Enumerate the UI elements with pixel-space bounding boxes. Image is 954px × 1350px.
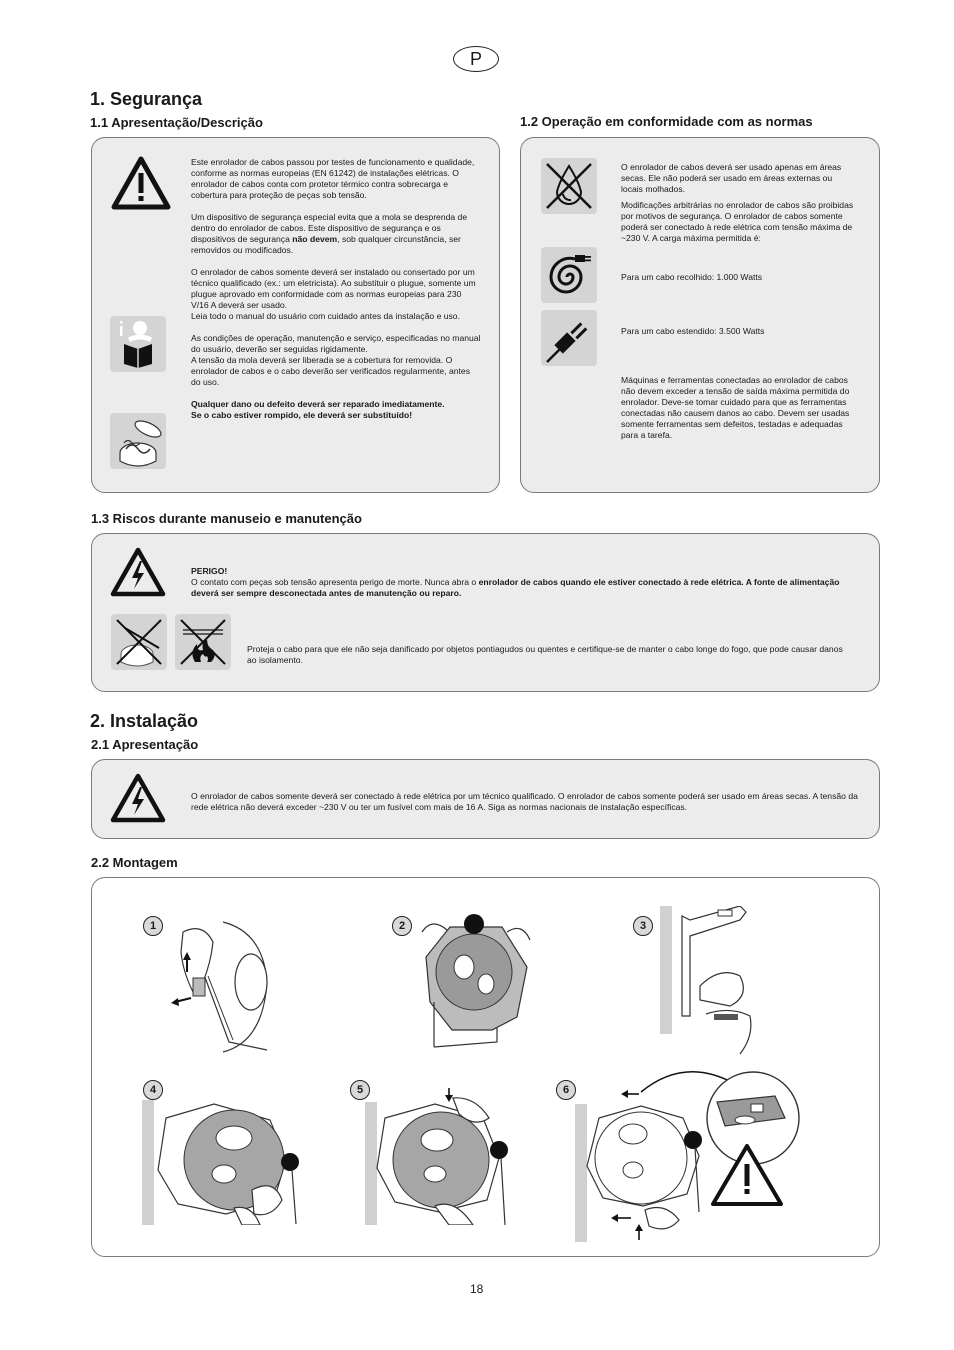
section-1-1-text	[191, 157, 481, 421]
mounting-step-1-illustration	[163, 912, 273, 1057]
section-2-title: 2. Instalação	[90, 711, 199, 731]
mounting-step-3-illustration	[660, 906, 760, 1056]
paragraph-spring-tension: A tensão da mola deverá ser liberada se a cobertura for removida. O enrolador de cabos e o cabo deverão ser verificados regularmente, antes do uso.	[191, 355, 470, 387]
paragraph-operating-conditions: As condições de operação, manutenção e serviço, especificadas no manual do usuário, deverão ser seguidas rigidamente.	[191, 333, 481, 354]
danger-text: PERIGO! O contato com peças sob tensão apresenta perigo de morte. Nunca abra o enrolador de cabos quando ele estiver conectado à rede elétrica. A fonte de alimentação deverá ser sempre desconectada antes de manutenção ou reparo.	[191, 566, 840, 598]
high-voltage-icon	[110, 547, 166, 597]
step-number: 1	[143, 916, 163, 936]
warning-triangle-icon	[110, 155, 172, 211]
mounting-step-6-illustration	[575, 1062, 805, 1242]
step-number: 6	[556, 1080, 576, 1100]
page-number: 18	[470, 1282, 484, 1296]
paragraph-qualified-tech: O enrolador de cabos somente deverá ser instalado ou consertado por um técnico qualificado (ex.: um eletricista). Ao substituir o plugue, somente um plugue aprovado em conformidade com as normas europeias para 230 V/16 A deverá ser usado.	[191, 267, 476, 310]
step-number: 4	[143, 1080, 163, 1100]
paragraph-read-manual: Leia todo o manual do usuário com cuidado antes da instalação e uso.	[191, 311, 460, 321]
danger-title: PERIGO!	[191, 566, 228, 576]
section-2-1-heading: 2.1 Apresentação	[91, 737, 199, 752]
load-coiled-text: Para um cabo recolhido: 1.000 Watts	[621, 272, 763, 282]
section-2-2-heading: 2.2 Montagem	[91, 855, 178, 870]
mounting-step-5-illustration	[365, 1088, 520, 1225]
paragraph-test-info: Este enrolador de cabos passou por testes de funcionamento e qualidade, conforme as normas europeias (EN 61242) de instalações elétricas. O enrolador de cabos conta com protetor térmico contra sobrecarga e cobertura para proteção de peças sob tensão.	[191, 157, 475, 200]
paragraph-damage-warning: Qualquer dano ou defeito deverá ser reparado imediatamente. Se o cabo estiver rompido, ele deverá ser substituído!	[191, 399, 445, 420]
section-1-1-heading: 1.1 Apresentação/Descrição	[90, 115, 263, 130]
section-1-title: 1. Segurança	[90, 89, 203, 109]
coiled-cable-icon	[541, 247, 597, 303]
paragraph-safety-device: Um dispositivo de segurança especial evita que a mola se desprenda de dentro do enrolador de cabos. Este dispositivo de segurança e os dispositivos de segurança não devem, sob qualquer circunstância, ser removidos ou modificados.	[191, 212, 468, 255]
high-voltage-icon	[110, 773, 166, 823]
step-number: 5	[350, 1080, 370, 1100]
paragraph-max-load: Modificações arbitrárias no enrolador de cabos são proibidas por motivos de segurança. O enrolador de cabos somente poderá ser conectado à rede elétrica com tensão máxima de ~230 V. A carga máxima permitida é:	[621, 200, 854, 243]
protect-cable-text: Proteja o cabo para que ele não seja danificado por objetos pontiagudos ou quentes e certifique-se de manter o cabo longe do fogo, que pode causar danos ao isolamento.	[247, 644, 843, 665]
load-extended-text: Para um cabo estendido: 3.500 Watts	[621, 326, 765, 336]
step-number: 2	[392, 916, 412, 936]
language-badge: P	[453, 46, 499, 72]
paragraph-tools: Máquinas e ferramentas conectadas ao enrolador de cabos não devem exceder a tensão de saída máxima permitida do enrolador. Deve-se tomar cuidado para que as ferramentas conectadas não causem danos ao cabo. Devem ser usadas somente ferramentas sem defeitos, testadas e adequadas para a tarefa.	[621, 375, 850, 440]
no-sharp-objects-icon	[111, 614, 167, 670]
section-1-2-heading: 1.2 Operação em conformidade com as normas	[520, 114, 813, 129]
no-fire-icon	[175, 614, 231, 670]
spring-cover-icon	[110, 413, 166, 469]
plug-icon	[541, 310, 597, 366]
mounting-step-4-illustration	[142, 1100, 302, 1225]
step-number: 3	[633, 916, 653, 936]
no-water-icon	[541, 158, 597, 214]
mounting-step-2-illustration	[412, 912, 532, 1057]
read-manual-icon	[110, 316, 166, 372]
section-1-3-heading: 1.3 Riscos durante manuseio e manutenção	[91, 511, 362, 526]
paragraph-dry-areas: O enrolador de cabos deverá ser usado apenas em áreas secas. Ele não poderá ser usado em áreas externas ou locais molhados.	[621, 162, 842, 194]
section-2-1-text: O enrolador de cabos somente deverá ser conectado à rede elétrica por um técnico qualificado. O enrolador de cabos somente poderá ser usado em áreas secas. A tensão da rede elétrica não deverá exceder ~230 V ou ter um fusível com mais de 16 A. Siga as normas nacionais de instalação específicas.	[191, 791, 858, 812]
section-1-2-text-top	[621, 162, 856, 244]
